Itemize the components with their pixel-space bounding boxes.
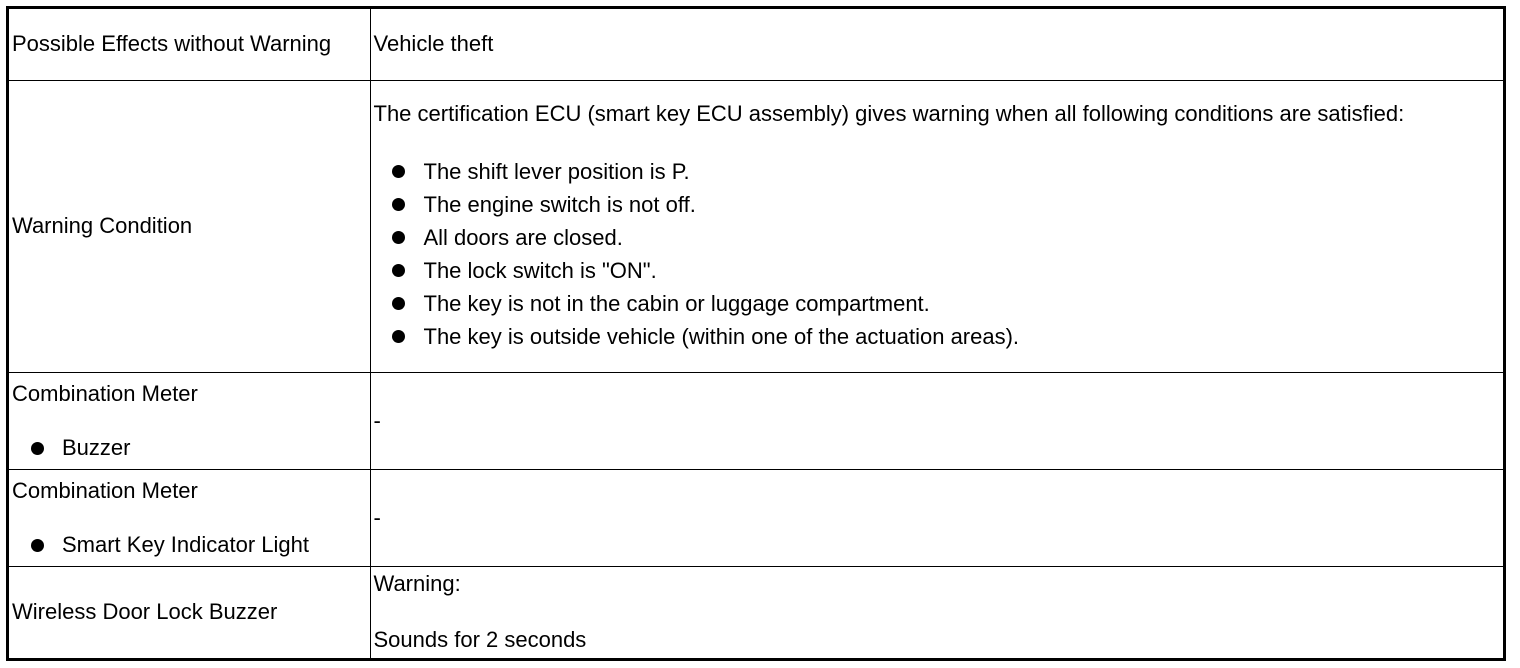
row-value-possible-effects: Vehicle theft xyxy=(370,9,1503,80)
bullet-icon xyxy=(392,231,405,244)
sublabel-smart-key-indicator: Smart Key Indicator Light xyxy=(12,530,366,560)
table-row xyxy=(9,80,1503,372)
row-label-combination-meter-indicator: Combination Meter Smart Key Indicator Light xyxy=(9,469,370,566)
row-value-warning-condition xyxy=(370,80,1503,372)
table-row xyxy=(9,372,1503,469)
list-item: All doors are closed. xyxy=(392,221,1500,254)
condition-list xyxy=(374,155,1500,353)
bullet-icon xyxy=(392,165,405,178)
row-value-combination-meter-buzzer: - xyxy=(370,372,1503,469)
bullet-icon xyxy=(31,442,44,455)
list-item: The key is outside vehicle (within one of the actuation areas). xyxy=(392,320,1500,353)
table-row xyxy=(9,566,1503,658)
row-label-warning-condition: Warning Condition xyxy=(9,80,370,372)
list-item: The key is not in the cabin or luggage compartment. xyxy=(392,287,1500,320)
list-item: The engine switch is not off. xyxy=(392,188,1500,221)
bullet-icon xyxy=(392,198,405,211)
table-row xyxy=(9,9,1503,80)
warning-spec-table xyxy=(9,9,1503,658)
warning-spec-document xyxy=(6,6,1506,661)
row-value-wireless-door-lock-buzzer: Warning: Sounds for 2 seconds xyxy=(370,566,1503,658)
table-row xyxy=(9,469,1503,566)
row-label-possible-effects: Possible Effects without Warning xyxy=(9,9,370,80)
list-item: The shift lever position is P. xyxy=(392,155,1500,188)
list-item: The lock switch is "ON". xyxy=(392,254,1500,287)
bullet-icon xyxy=(392,297,405,310)
warning-condition-intro: The certification ECU (smart key ECU assembly) gives warning when all following conditions are satisfied: xyxy=(373,101,1405,126)
bullet-icon xyxy=(392,264,405,277)
row-value-combination-meter-indicator: - xyxy=(370,469,1503,566)
bullet-icon xyxy=(392,330,405,343)
row-label-combination-meter-buzzer: Combination Meter Buzzer xyxy=(9,372,370,469)
sublabel-buzzer: Buzzer xyxy=(12,433,366,463)
bullet-icon xyxy=(31,539,44,552)
row-label-wireless-door-lock-buzzer: Wireless Door Lock Buzzer xyxy=(9,566,370,658)
